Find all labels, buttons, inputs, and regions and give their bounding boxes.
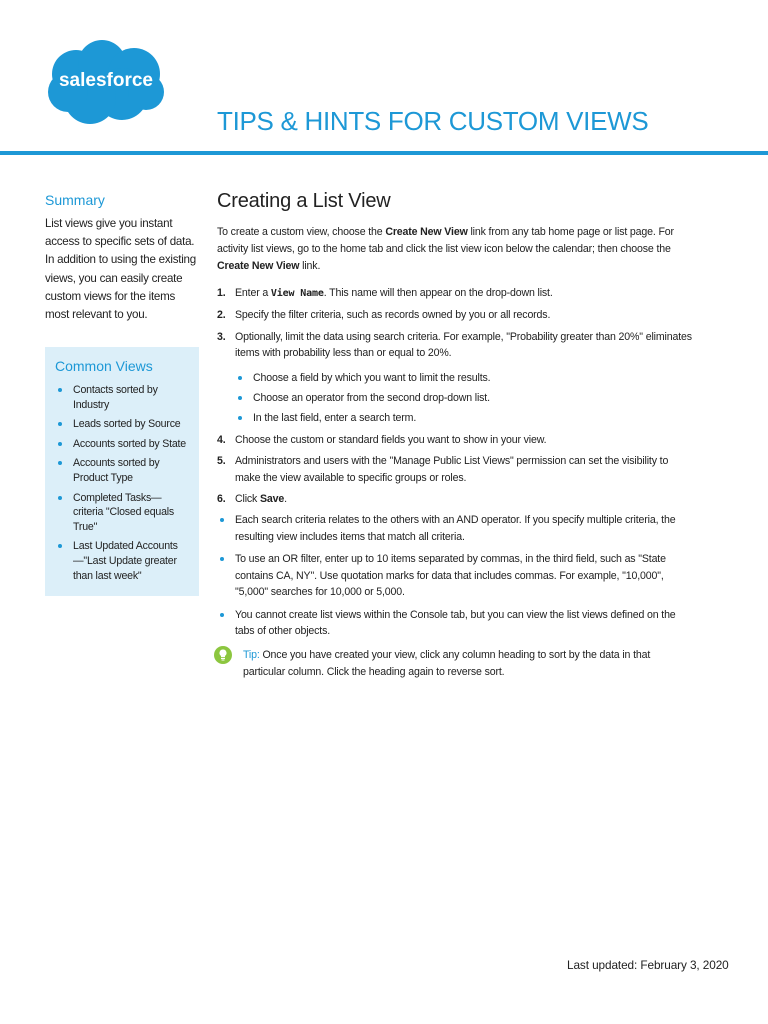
page-title: TIPS & HINTS FOR CUSTOM VIEWS [217, 106, 649, 136]
common-views-box [45, 347, 199, 596]
last-updated: Last updated: February 3, 2020 [567, 958, 729, 972]
step-item: 6. Click Save. [217, 493, 287, 506]
step-item: 4. Choose the custom or standard fields you want to show in your view. [217, 433, 547, 446]
list-item: Accounts sorted by State [55, 437, 191, 452]
summary-heading: Summary [45, 192, 105, 208]
steps-list [217, 285, 692, 507]
list-item: Last Updated Accounts—"Last Update greater than last week" [55, 539, 191, 583]
notes-list [217, 512, 692, 639]
intro-paragraph: To create a custom view, choose the Create New View link from any tab home page or list page. For activity list views, go to the home tab and click the list view icon below the calendar; then choose the Create New View link. [217, 226, 674, 272]
list-item: Contacts sorted by Industry [55, 383, 191, 412]
list-item: Accounts sorted by Product Type [55, 456, 191, 485]
sub-item: In the last field, enter a search term. [235, 410, 692, 426]
step-item: 1. Enter a View Name. This name will then appear on the drop-down list. [217, 287, 553, 299]
lightbulb-icon [214, 646, 232, 664]
step-item: 5. Administrators and users with the "Manage Public List Views" permission can set the visibility to make the view available to specific groups or roles. [217, 455, 669, 484]
step-item: 3. Optionally, limit the data using search criteria. For example, "Probability greater than 20%" eliminates items with probability less than or equal to 20%. Choose a field by which you want to limit the results. Choose an operator from the second drop-down list. In the last field, enter a search term. [217, 329, 692, 427]
step-item: 2. Specify the filter criteria, such as records owned by you or all records. [217, 309, 551, 322]
sub-list [235, 370, 692, 427]
tip-text: Once you have created your view, click any column heading to sort by the data in that particular column. Click the heading again to reverse sort. [243, 649, 651, 678]
common-views-heading: Common Views [55, 358, 153, 374]
note-item: You cannot create list views within the Console tab, but you can view the list views defined on the tabs of other objects. [217, 607, 692, 640]
note-item: Each search criteria relates to the others with an AND operator. If you specify multiple criteria, the resulting view includes items that match all criteria. [217, 512, 692, 545]
header-divider [0, 151, 768, 155]
sub-item: Choose a field by which you want to limit the results. [235, 370, 692, 386]
tip-callout [217, 647, 692, 680]
summary-text: List views give you instant access to specific sets of data. In addition to using the existing views, you can easily create custom views for the items most relevant to you. [45, 217, 196, 322]
common-views-list [55, 383, 191, 583]
section-heading: Creating a List View [217, 190, 391, 212]
sub-item: Choose an operator from the second drop-down list. [235, 390, 692, 406]
salesforce-logo [46, 38, 166, 126]
logo-text: salesforce [58, 70, 154, 91]
note-item: To use an OR filter, enter up to 10 items separated by commas, in the third field, such as "State contains CA, NY". Use quotation marks for data that includes commas. For example, "10,000", "5,000" searches for 10,000 or 5,000. [217, 551, 692, 600]
main-content [217, 190, 692, 680]
tip-label: Tip: [243, 649, 260, 662]
list-item: Completed Tasks—criteria "Closed equals True" [55, 491, 191, 535]
list-item: Leads sorted by Source [55, 417, 191, 432]
sidebar-summary [45, 192, 199, 324]
